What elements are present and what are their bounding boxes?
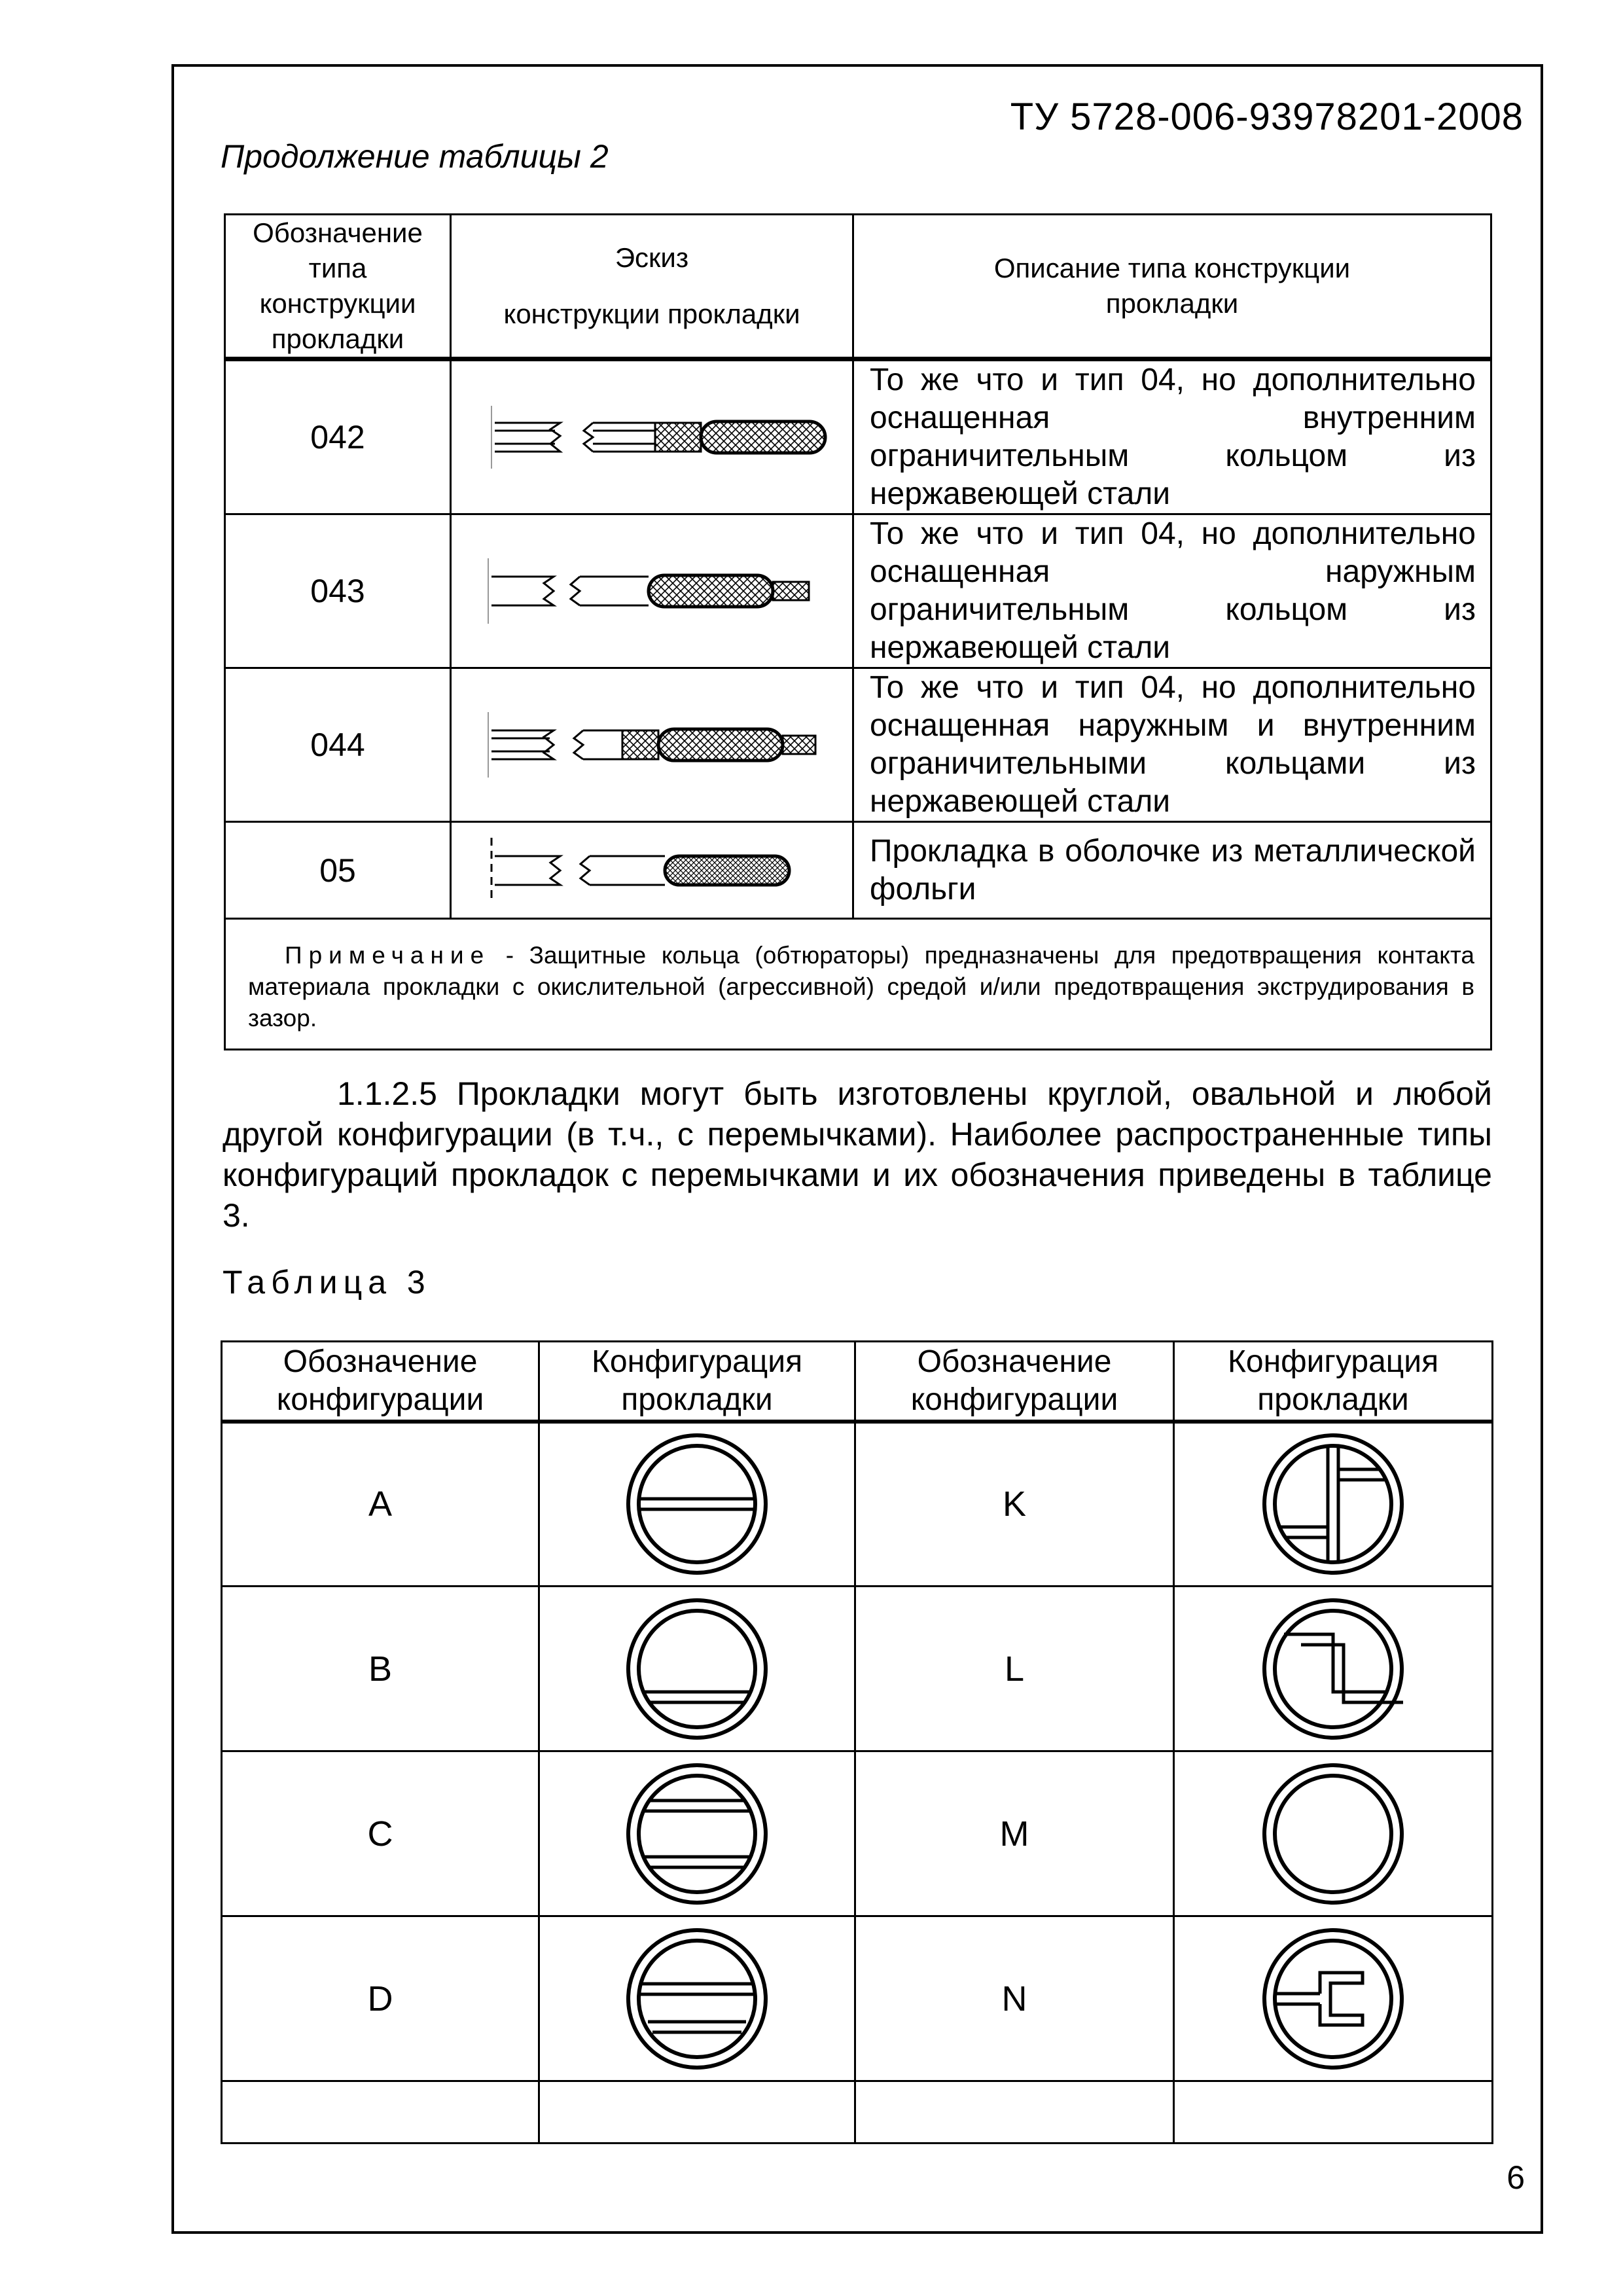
- table-3: [221, 1340, 1493, 2144]
- col-header-designation: Обозначение конфигурации: [222, 1342, 539, 1422]
- gasket-outer-ring-sketch-icon: [469, 552, 835, 630]
- gasket-foil-shell-sketch-icon: [469, 831, 835, 910]
- config-picture: [1174, 1751, 1493, 1916]
- table-2-continuation: [224, 213, 1492, 1050]
- col-header-description: Описание типа конструкции прокладки: [853, 215, 1491, 359]
- config-picture: [539, 1751, 855, 1916]
- page-number: 6: [1507, 2159, 1525, 2196]
- table-note: [225, 919, 1491, 1050]
- table-row: [222, 1587, 1493, 1751]
- sketch-cell: [451, 514, 853, 668]
- col-header-configuration: Конфигурация прокладки: [539, 1342, 855, 1422]
- continuation-title: Продолжение таблицы 2: [221, 138, 609, 175]
- table-row: [222, 1751, 1493, 1916]
- col-header-sketch: Эскиз конструкции прокладки: [451, 215, 853, 359]
- col-header-designation-2: Обозначение конфигурации: [855, 1342, 1174, 1422]
- config-picture: [1174, 1916, 1493, 2081]
- config-code: M: [855, 1751, 1174, 1916]
- gasket-inner-outer-ring-sketch-icon: [469, 706, 835, 784]
- table-row: [225, 514, 1491, 668]
- document-code: ТУ 5728-006-93978201-2008: [1010, 96, 1524, 138]
- note-text: - Защитные кольца (обтюраторы) предназначены для предотвращения контакта материала прокладки с окислительной (агрессивной) средой и/или предотвращения экструдирования в зазор.: [248, 941, 1474, 1031]
- config-code: K: [855, 1422, 1174, 1587]
- type-description: Прокладка в оболочке из металлической фольги: [853, 822, 1491, 919]
- config-picture: [539, 1587, 855, 1751]
- config-picture: [1174, 1587, 1493, 1751]
- table-row: [222, 1916, 1493, 2081]
- config-picture: [539, 1422, 855, 1587]
- config-code: A: [222, 1422, 539, 1587]
- config-picture: [539, 1916, 855, 2081]
- sketch-cell: [451, 668, 853, 822]
- ring-plain-icon: [1258, 1759, 1408, 1909]
- sketch-cell: [451, 359, 853, 514]
- gasket-inner-ring-sketch-icon: [469, 398, 835, 476]
- sketch-cell: [451, 822, 853, 919]
- ring-center-pocket-bridge-icon: [622, 1924, 772, 2074]
- type-code: 05: [225, 822, 451, 919]
- ring-bottom-bridge-icon: [622, 1594, 772, 1744]
- ring-center-bridge-icon: [622, 1429, 772, 1579]
- ring-t-bridge-icon: [1258, 1429, 1408, 1579]
- type-description: То же что и тип 04, но дополнительно оснащенная наружным и внутренним ограничительными кольцами из нержавеющей стали: [853, 668, 1491, 822]
- ring-two-bridges-icon: [622, 1759, 772, 1909]
- config-picture: [1174, 1422, 1493, 1587]
- table-row: [225, 359, 1491, 514]
- note-label: Примечание: [285, 941, 491, 969]
- type-code: 042: [225, 359, 451, 514]
- config-code: B: [222, 1587, 539, 1751]
- table-row: [225, 668, 1491, 822]
- type-code: 043: [225, 514, 451, 668]
- config-code: C: [222, 1751, 539, 1916]
- col-header-configuration-2: Конфигурация прокладки: [1174, 1342, 1493, 1422]
- table-row: [225, 822, 1491, 919]
- table-row-empty: [222, 2081, 1493, 2144]
- ring-step-bridge-icon: [1258, 1594, 1408, 1744]
- table-row: [222, 1422, 1493, 1587]
- ring-pocket-bridge-icon: [1258, 1924, 1408, 2074]
- type-description: То же что и тип 04, но дополнительно оснащенная наружным ограничительным кольцом из нержавеющей стали: [853, 514, 1491, 668]
- table-3-title: Таблица 3: [223, 1264, 431, 1300]
- config-code: L: [855, 1587, 1174, 1751]
- col-header-designation: Обозначение типа конструкции прокладки: [225, 215, 451, 359]
- note-row: [225, 919, 1491, 1050]
- type-code: 044: [225, 668, 451, 822]
- paragraph-1-1-2-5: 1.1.2.5 Прокладки могут быть изготовлены круглой, овальной и любой другой конфигурации (в т.ч., с перемычками). Наиболее распространенные типы конфигураций прокладок с перемычками и их обозначения приведены в таблице 3.: [223, 1075, 1492, 1234]
- config-code: N: [855, 1916, 1174, 2081]
- config-code: D: [222, 1916, 539, 2081]
- type-description: То же что и тип 04, но дополнительно оснащенная внутренним ограничительным кольцом из нержавеющей стали: [853, 359, 1491, 514]
